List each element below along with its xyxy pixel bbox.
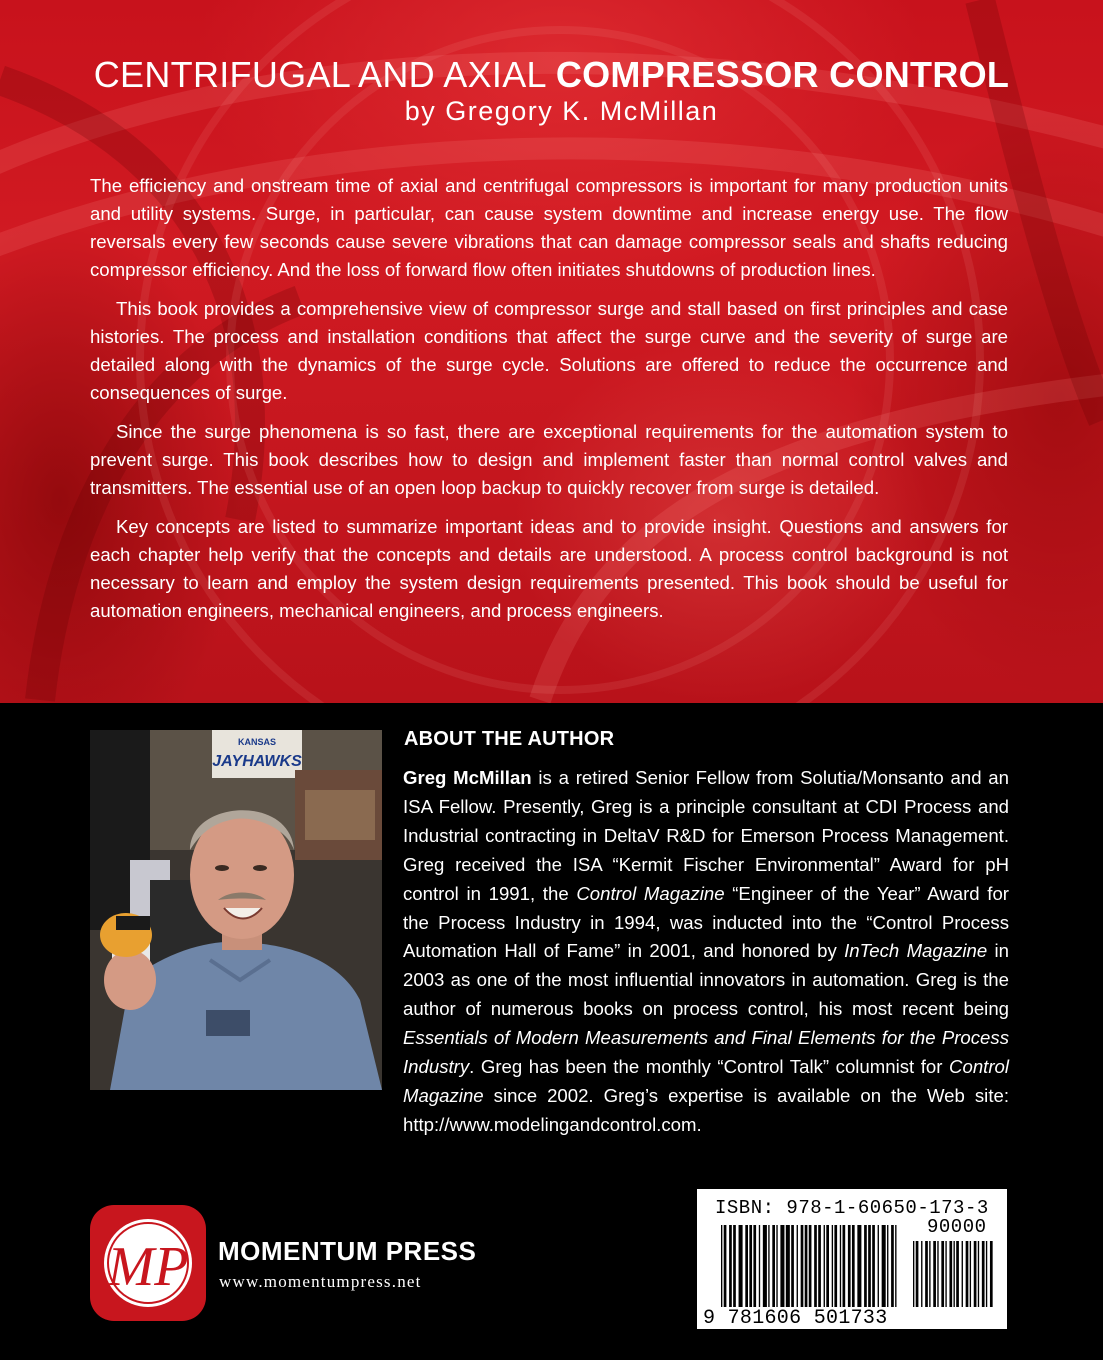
svg-text:JAYHAWKS: JAYHAWKS — [212, 753, 302, 770]
ean13-bars — [721, 1225, 903, 1307]
bio-text-3: in 2003 as one of the most influential innovators in automation. Greg is the author of numerous books on process control, his most recent being — [403, 940, 1009, 1020]
svg-text:KANSAS: KANSAS — [237, 737, 277, 747]
book-title — [0, 54, 1103, 96]
description-paragraph-2: This book provides a comprehensive view of compressor surge and stall based on first principles and case histories. The process and installation conditions that affect the surge curve and the severity of surge are detailed along with the dynamics of the surge cycle. Solutions are offered to reduce the occurrence and consequences of surge. — [90, 298, 1008, 403]
publisher-name: MOMENTUM PRESS — [218, 1236, 477, 1266]
about-author-bio — [403, 764, 1009, 1140]
title-bold-part: COMPRESSOR CONTROL — [555, 54, 1010, 95]
book-title-italic: Essentials of Modern Measurements and Final Elements for the Process Industry — [403, 1027, 1009, 1078]
author-byline: by Gregory K. McMillan — [404, 96, 719, 126]
author-photo — [90, 730, 382, 1090]
bio-text-1: is a retired Senior Fellow from Solutia/Monsanto and an ISA Fellow. Presently, Greg is a principle consultant at CDI Process and Industrial contracting in DeltaV R&D for Emerson Process Management. Greg received the ISA “Kermit Fischer Environmental” Award for pH control in 1991, the — [403, 767, 1009, 904]
book-description — [90, 172, 1008, 636]
isbn-label: ISBN: 978-1-60650-173-3 — [715, 1197, 989, 1219]
description-paragraph-1: The efficiency and onstream time of axial and centrifugal compressors is important for many production units and utility systems. Surge, in particular, can cause system downtime and increase energy use. The flow reversals every few seconds cause severe vibrations that can damage compressor seals and shafts reducing compressor efficiency. And the loss of forward flow often initiates shutdowns of production lines. — [90, 175, 1008, 280]
magazine-title-3: Control Magazine — [403, 1056, 1009, 1106]
isbn-barcode — [694, 1186, 1010, 1332]
addon-bars — [913, 1241, 999, 1307]
bio-text-5: since 2002. Greg’s expertise is available on the Web site: http://www.modelingandcontrol.com. — [403, 1084, 1009, 1135]
logo-letters: MP — [107, 1236, 189, 1298]
publisher-url: www.momentumpress.net — [219, 1272, 422, 1291]
description-paragraph-3: Since the surge phenomena is so fast, there are exceptional requirements for the automation system to prevent surge. This book describes how to design and implement faster than normal control valves and transmitters. The essential use of an open loop backup to quickly recover from surge is detailed. — [90, 421, 1008, 498]
magazine-title-1: Control Magazine — [576, 882, 725, 904]
magazine-title-2: InTech Magazine — [844, 940, 988, 962]
author-name: Greg McMillan — [403, 767, 532, 788]
title-light-part: CENTRIFUGAL AND AXIAL — [93, 54, 556, 95]
momentum-press-logo — [90, 1205, 206, 1321]
bio-text-2: “Engineer of the Year” Award for the Process Industry in 1994, was inducted into the “Control Process Automation Hall of Fame” in 2001, and honored by — [403, 882, 1009, 962]
about-author-heading: ABOUT THE AUTHOR — [404, 728, 615, 750]
jayhawks-sign-graphic — [212, 730, 302, 778]
price-code: 90000 — [927, 1216, 987, 1238]
bio-text-4: . Greg has been the monthly “Control Talk” columnist for — [469, 1056, 950, 1078]
description-paragraph-4: Key concepts are listed to summarize important ideas and to provide insight. Questions and answers for each chapter help verify that the concepts and details are understood. A process control background is not necessary to learn and employ the system design requirements presented. This book should be useful for automation engineers, mechanical engineers, and process engineers. — [90, 516, 1008, 621]
barcode-number: 9 781606 501733 — [703, 1307, 888, 1330]
